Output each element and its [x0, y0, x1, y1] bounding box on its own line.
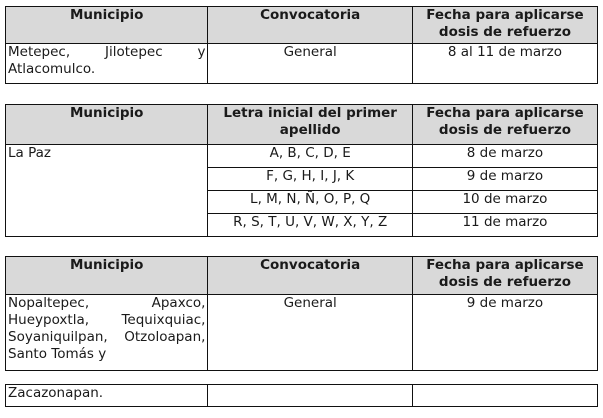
header-letra-inicial: Letra inicial del primer apellido	[208, 105, 412, 145]
cell-municipio: Metepec, Jilotepec y Atlacomulco.	[6, 44, 208, 84]
cell-municipio: Nopaltepec, Apaxco, Hueypoxtla, Tequixquiac, Soyaniquilpan, Otzoloapan, Santo Tomás y	[6, 295, 208, 371]
cell-municipio: La Paz	[6, 145, 208, 237]
cell-letras: L, M, N, Ñ, O, P, Q	[208, 191, 412, 214]
table-1	[5, 6, 598, 84]
header-convocatoria: Convocatoria	[208, 257, 412, 295]
header-municipio: Municipio	[6, 105, 208, 145]
header-municipio: Municipio	[6, 7, 208, 44]
header-municipio: Municipio	[6, 257, 208, 295]
cell-letras: A, B, C, D, E	[208, 145, 412, 168]
cell-municipio-cont: Zacazonapan.	[6, 385, 208, 407]
cell-empty	[208, 385, 412, 407]
cell-convocatoria: General	[208, 295, 412, 371]
header-fecha: Fecha para aplicarse dosis de refuerzo	[412, 7, 597, 44]
cell-letras: F, G, H, I, J, K	[208, 168, 412, 191]
table-header-row	[6, 7, 598, 44]
cell-fecha: 9 de marzo	[412, 295, 597, 371]
table-row	[6, 295, 598, 371]
cell-fecha: 11 de marzo	[412, 214, 597, 237]
table-header-row	[6, 257, 598, 295]
cell-empty	[412, 385, 597, 407]
table-row	[6, 44, 598, 84]
table-row	[6, 145, 598, 168]
cell-fecha: 10 de marzo	[412, 191, 597, 214]
table-header-row	[6, 105, 598, 145]
cell-fecha: 8 al 11 de marzo	[412, 44, 597, 84]
header-fecha: Fecha para aplicarse dosis de refuerzo	[412, 105, 597, 145]
cell-fecha: 8 de marzo	[412, 145, 597, 168]
cell-letras: R, S, T, U, V, W, X, Y, Z	[208, 214, 412, 237]
cell-convocatoria: General	[208, 44, 412, 84]
table-2	[5, 104, 598, 237]
table-3-continuation	[5, 384, 598, 407]
header-fecha: Fecha para aplicarse dosis de refuerzo	[412, 257, 597, 295]
table-3	[5, 256, 598, 371]
cell-fecha: 9 de marzo	[412, 168, 597, 191]
header-convocatoria: Convocatoria	[208, 7, 412, 44]
table-row	[6, 385, 598, 407]
